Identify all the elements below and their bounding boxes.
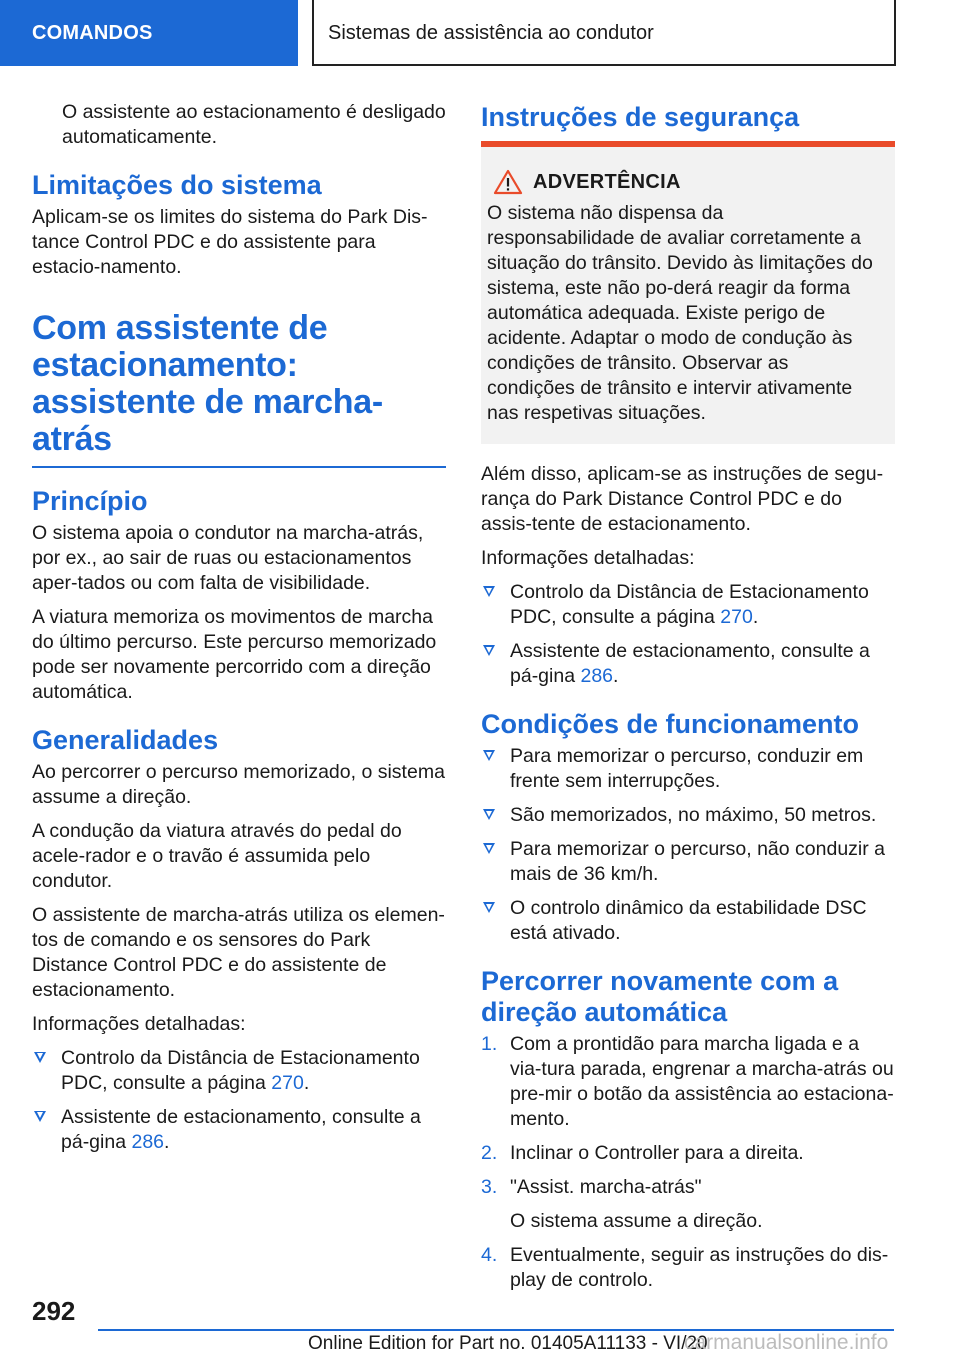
chapter-title: Sistemas de assistência ao condutor (312, 0, 896, 66)
info-label: Informações detalhadas: (32, 1012, 246, 1035)
redrive-heading: Percorrer novamente com a direção automática (481, 966, 839, 1027)
principle-paragraph-1: O sistema apoia o condutor na marcha-atrás, por ex., ao sair de ruas ou estacionamentos aper-tados ou com falta de visibilidade. (32, 521, 424, 594)
triangle-bullet-icon (34, 1111, 46, 1122)
triangle-bullet-icon (483, 843, 495, 854)
triangle-bullet-icon (483, 586, 495, 597)
conditions-heading: Condições de funcionamento (481, 709, 860, 739)
info-list (32, 1046, 446, 1155)
edition-text: Online Edition for Part no. 01405A11133 - VI/20 (308, 1333, 708, 1354)
warning-title: ADVERTÊNCIA (533, 170, 681, 193)
limits-text: Aplicam-se os limites do sistema do Park Dis-tance Control PDC e do assistente para estacio-namento. (32, 206, 428, 278)
warning-header (487, 169, 875, 195)
general-heading: Generalidades (32, 724, 219, 755)
list-item: Assistente de estacionamento, consulte a pá-gina 286. (481, 639, 895, 689)
general-paragraph-1: Ao percorrer o percurso memorizado, o sistema assume a direção. (32, 760, 445, 808)
list-item: O controlo dinâmico da estabilidade DSC está ativado. (481, 896, 895, 946)
info-list (481, 580, 895, 689)
left-column (32, 100, 446, 1164)
list-item: Para memorizar o percurso, não conduzir a mais de 36 km/h. (481, 837, 895, 887)
intro-text: O assistente ao estacionamento é desligado automaticamente. (62, 101, 446, 148)
warning-box (481, 141, 895, 444)
list-item: Assistente de estacionamento, consulte a pá-gina 286. (32, 1105, 446, 1155)
section-tab: COMANDOS (0, 0, 298, 66)
step-item: 1. Com a prontidão para marcha ligada e a via-tura parada, engrenar a marcha-atrás ou pre-mir o botão da assistência ao estaciona-mento. (481, 1033, 894, 1130)
general-paragraph-3: O assistente de marcha-atrás utiliza os elemen-tos de comando e os sensores do Park Distance Control PDC e do assistente de estacionamento. (32, 903, 445, 1001)
list-item: São memorizados, no máximo, 50 metros. (481, 803, 895, 828)
step-number: 3. (481, 1176, 498, 1198)
page-number: 292 (32, 1296, 76, 1326)
triangle-bullet-icon (483, 645, 495, 656)
step-number: 4. (481, 1244, 498, 1266)
triangle-bullet-icon (483, 750, 495, 761)
step-item: 3. "Assist. marcha-atrás" (481, 1176, 702, 1198)
page-header (0, 0, 960, 66)
list-item: Controlo da Distância de Estacionamento PDC, consulte a página 270. (481, 580, 895, 630)
heading-rule (32, 466, 446, 468)
page-link[interactable]: 286 (580, 665, 614, 687)
list-item: Para memorizar o percurso, conduzir em frente sem interrupções. (481, 744, 895, 794)
page-link[interactable]: 270 (271, 1071, 304, 1094)
warning-text: O sistema não dispensa da responsabilidade de avaliar corretamente a situação do trânsito. Devido às limitações do sistema, este não po-derá reagir da forma automática adequada. Existe perigo de acidente. Adaptar o modo de condução às condições de trânsito. Observar as condições de trânsito e intervir ativamente nas respetivas situações. (487, 202, 873, 424)
conditions-list (481, 744, 895, 946)
also-text: Além disso, aplicam-se as instruções de segu-rança do Park Distance Control PDC e do assis-tente de estacionamento. (481, 463, 884, 535)
triangle-bullet-icon (483, 902, 495, 913)
right-column (481, 100, 895, 1302)
page-link[interactable]: 270 (720, 606, 753, 628)
general-paragraph-2: A condução da viatura através do pedal do acele-rador e o travão é assumida pelo condutor. (32, 819, 402, 892)
principle-paragraph-2: A viatura memoriza os movimentos de marcha do último percurso. Este percurso memorizado pode ser novamente percorrido com a direção automática. (32, 605, 437, 703)
limits-heading: Limitações do sistema (32, 170, 322, 200)
triangle-bullet-icon (483, 809, 495, 820)
triangle-bullet-icon (34, 1052, 46, 1063)
page-link[interactable]: 286 (131, 1130, 165, 1153)
step-number: 1. (481, 1033, 498, 1055)
safety-heading: Instruções de segurança (481, 102, 800, 132)
steps-list (481, 1032, 895, 1293)
warning-triangle-icon (493, 169, 523, 195)
step-item: 2. Inclinar o Controller para a direita. (481, 1142, 804, 1164)
list-item: Controlo da Distância de Estacionamento PDC, consulte a página 270. (32, 1046, 446, 1096)
main-heading: Com assistente de estacionamento: assistente de marcha-atrás (32, 309, 383, 458)
principle-heading: Princípio (32, 485, 148, 516)
step-result: O sistema assume a direção. (510, 1210, 763, 1232)
step-item: 4. Eventualmente, seguir as instruções do dis-play de controlo. (481, 1244, 889, 1291)
info-label: Informações detalhadas: (481, 547, 695, 569)
step-number: 2. (481, 1142, 498, 1164)
watermark: carmanualsonline.info (684, 1331, 889, 1354)
